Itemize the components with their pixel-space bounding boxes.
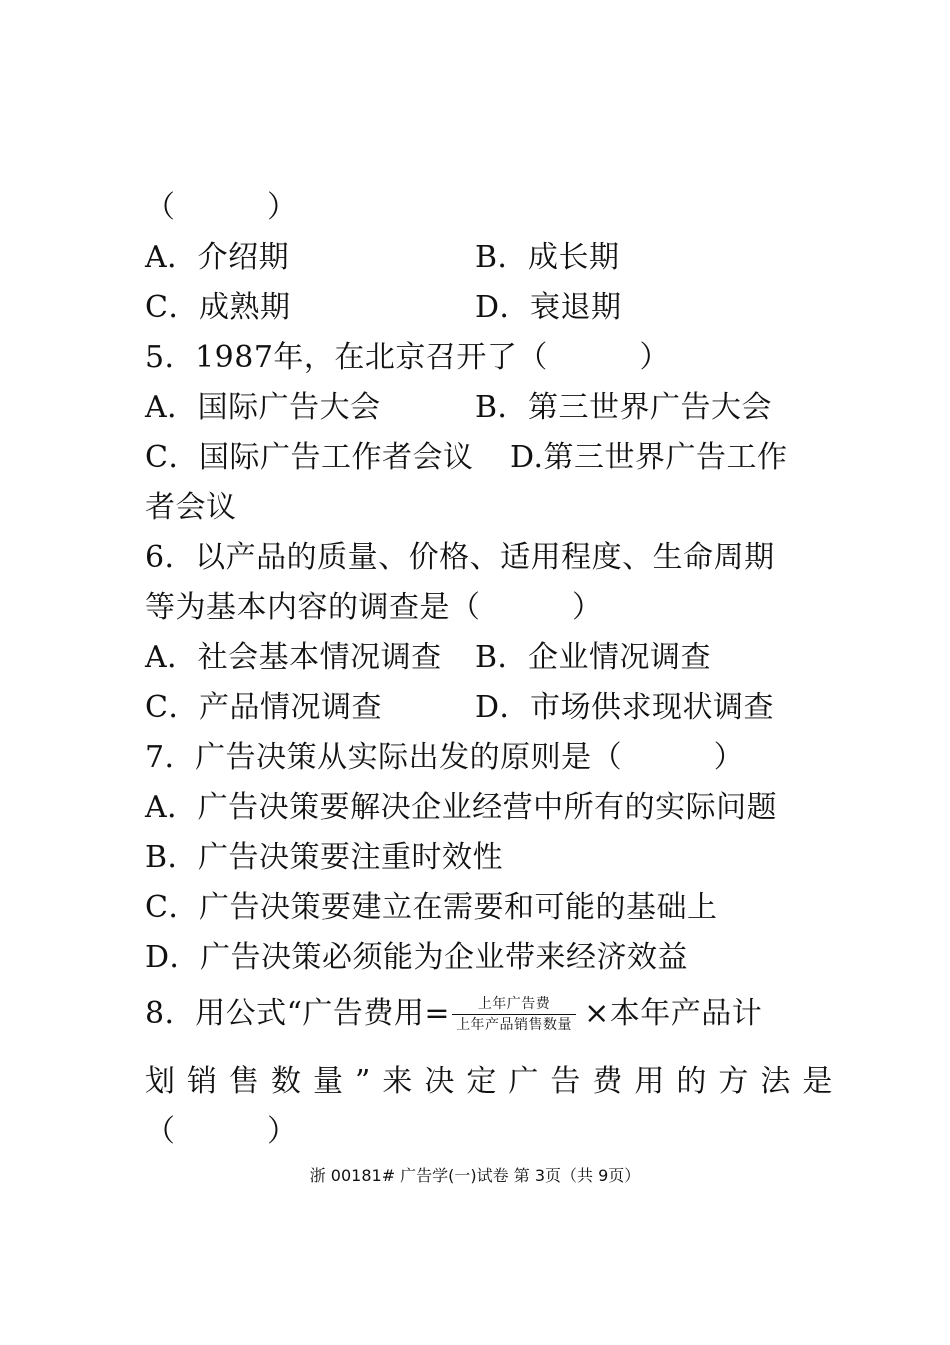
q6-stem-line-2: 等为基本内容的调查是（ ） — [145, 590, 603, 625]
q4-option-b: B．成长期 — [475, 240, 620, 275]
q8-stem-line-1 — [145, 994, 810, 1034]
q6-stem-line-1: 6．以产品的质量、价格、适用程度、生命周期 — [145, 540, 775, 575]
q8-fraction-numerator: 上年广告费 — [477, 995, 551, 1012]
q7-stem: 7．广告决策从实际出发的原则是（ ） — [145, 740, 745, 775]
q5-options-row-2 — [145, 438, 810, 478]
q5-stem: 5．1987年，在北京召开了（ ） — [145, 340, 670, 375]
q5-option-b: B．第三世界广告大会 — [475, 390, 773, 425]
q4-option-c: C．成熟期 — [145, 290, 291, 325]
q5-options-row-1 — [145, 388, 810, 428]
q6-option-c: C．产品情况调查 — [145, 690, 382, 725]
q6-option-b: B．企业情况调查 — [475, 640, 712, 675]
q5-option-c: C．国际广告工作者会议 — [145, 440, 474, 475]
q4-options-row-2 — [145, 288, 810, 328]
q7-option-b: B．广告决策要注重时效性 — [145, 840, 504, 875]
q4-option-a: A．介绍期 — [145, 240, 290, 275]
q6-option-d: D．市场供求现状调查 — [475, 690, 775, 725]
q8-stem-prefix: 8．用公式“广告费用= — [145, 996, 451, 1031]
q8-stem-suffix: ×本年产品计 — [584, 996, 763, 1031]
q8-fraction-denominator: 上年产品销售数量 — [456, 1016, 573, 1033]
q5-option-d-continued: 者会议 — [145, 490, 237, 525]
q7-option-c: C．广告决策要建立在需要和可能的基础上 — [145, 890, 718, 925]
q8-answer-blank: （ ） — [145, 1114, 298, 1149]
page-footer: 浙 00181# 广告学(一)试卷 第 3页（共 9页） — [309, 1166, 641, 1185]
q4-options-row-1 — [145, 238, 810, 278]
q6-option-a: A．社会基本情况调查 — [145, 640, 442, 675]
q8-formula-fraction — [452, 995, 576, 1034]
q7-option-d: D．广告决策必须能为企业带来经济效益 — [145, 940, 689, 975]
q8-stem-line-2: 划销售数量”来决定广告费用的方法是 — [145, 1064, 845, 1099]
q5-option-a: A．国际广告大会 — [145, 390, 381, 425]
q7-option-a: A．广告决策要解决企业经营中所有的实际问题 — [145, 790, 778, 825]
q5-option-d: D.第三世界广告工作 — [510, 440, 788, 475]
q6-options-row-2 — [145, 688, 810, 728]
q6-options-row-1 — [145, 638, 810, 678]
q4-answer-blank: （ ） — [145, 190, 298, 225]
q4-option-d: D．衰退期 — [475, 290, 622, 325]
q8-fraction-bar — [452, 1014, 576, 1015]
